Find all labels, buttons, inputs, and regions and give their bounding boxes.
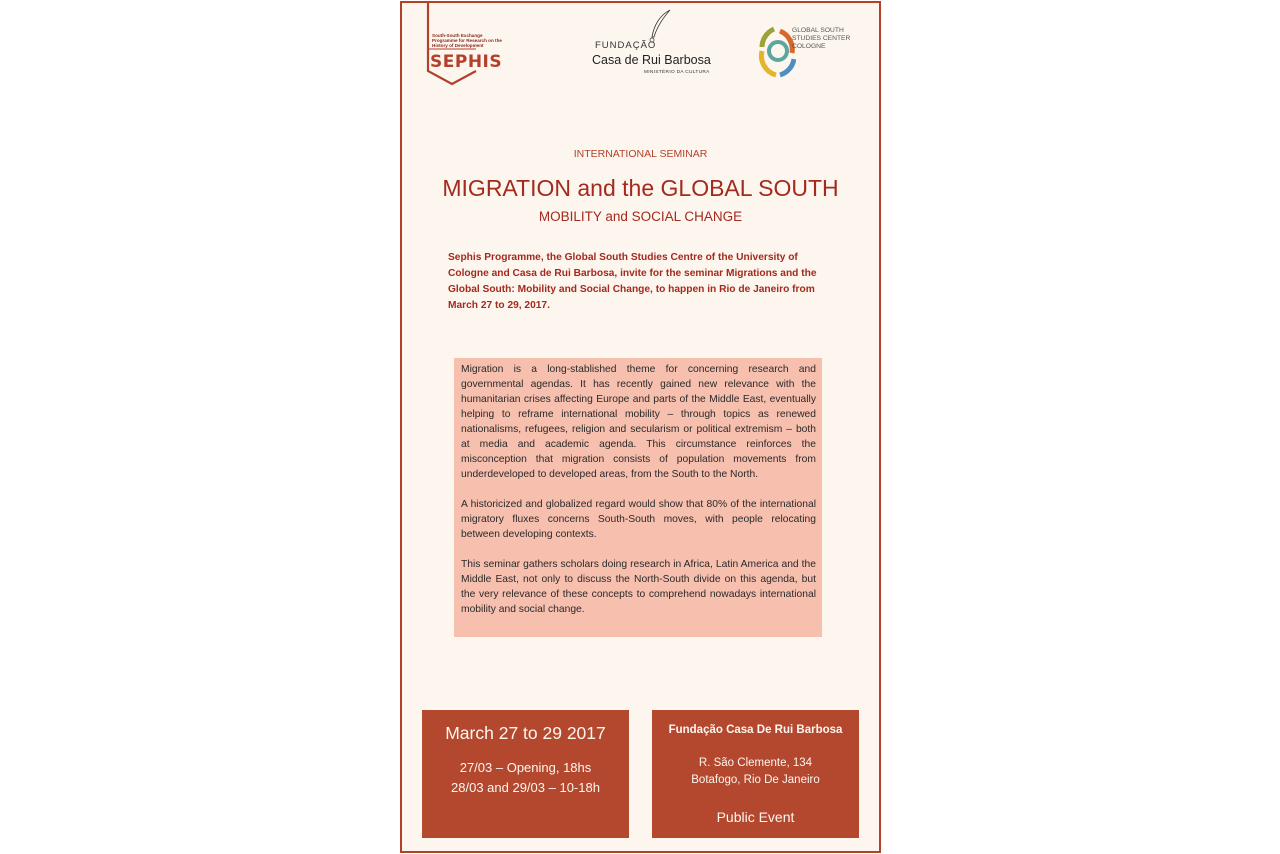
description-paragraph-2: A historicized and globalized regard would show that 80% of the international migratory fluxes concerns South-South moves, with people relocating between developing contexts. <box>461 499 816 540</box>
description-paragraph-1: Migration is a long-stablished theme for concerning research and governmental agendas. It has recently gained new relevance with the humanitarian crises affecting Europe and parts of the Middle East, eventually helping to reframe international mobility – through topics as renewed nationalisms, refugees, religion and secularism or political extremism – both at media and academic agenda. This circumstance reinforces the misconception that migration consists of population movements from underdeveloped to developed areas, from the South to the North. <box>461 364 816 480</box>
page-subtitle: MOBILITY and SOCIAL CHANGE <box>538 209 743 224</box>
gssc-line-3: COLOGNE <box>792 43 826 50</box>
dates-box <box>422 710 629 838</box>
gssc-line-1: GLOBAL SOUTH <box>792 27 844 34</box>
gssc-text <box>792 27 868 51</box>
page-title: MIGRATION and the GLOBAL SOUTH <box>442 175 839 201</box>
quill-icon <box>646 9 676 43</box>
public-event-label: Public Event <box>716 809 795 825</box>
gssc-line-2: STUDIES CENTER <box>792 35 851 42</box>
casa-fundacao-label: FUNDAÇÃO <box>595 40 657 51</box>
invitation-text: Sephis Programme, the Global South Studies Centre of the University of Cologne and Casa de Rui Barbosa, invite for the seminar Migrations and the Global South: Mobility and Social Change, to happen in Rio de Janeiro from March 27 to 29, 2017. <box>448 252 817 311</box>
sephis-logo <box>426 3 506 87</box>
gssc-ring-icon <box>756 23 796 83</box>
sephis-tagline: South-South Exchange Programme for Research on the History of Development <box>432 33 502 48</box>
venue-address-1: R. São Clemente, 134 <box>698 757 813 769</box>
description-box <box>454 358 822 637</box>
venue-title: Fundação Casa De Rui Barbosa <box>668 724 843 736</box>
description-paragraph-3: This seminar gathers scholars doing research in Africa, Latin America and the Middle East, not only to discuss the North-South divide on this agenda, but the very relevance of these concepts to comprehend nowadays international mobility and social change. <box>461 559 816 615</box>
casa-ministry: MINISTÉRIO DA CULTURA <box>644 70 710 75</box>
casa-rui-barbosa-logo <box>588 9 711 81</box>
dates-title: March 27 to 29 2017 <box>445 723 606 743</box>
gssc-logo <box>756 23 866 83</box>
dates-opening: 27/03 – Opening, 18hs <box>459 760 592 775</box>
seminar-kicker: INTERNATIONAL SEMINAR <box>573 148 708 160</box>
casa-name: Casa de Rui Barbosa <box>592 53 711 67</box>
venue-box <box>652 710 859 838</box>
sephis-name: SEPHIS <box>430 52 503 72</box>
seminar-poster <box>400 1 881 853</box>
venue-address-2: Botafogo, Rio De Janeiro <box>691 774 820 786</box>
dates-sessions: 28/03 and 29/03 – 10-18h <box>451 780 600 795</box>
